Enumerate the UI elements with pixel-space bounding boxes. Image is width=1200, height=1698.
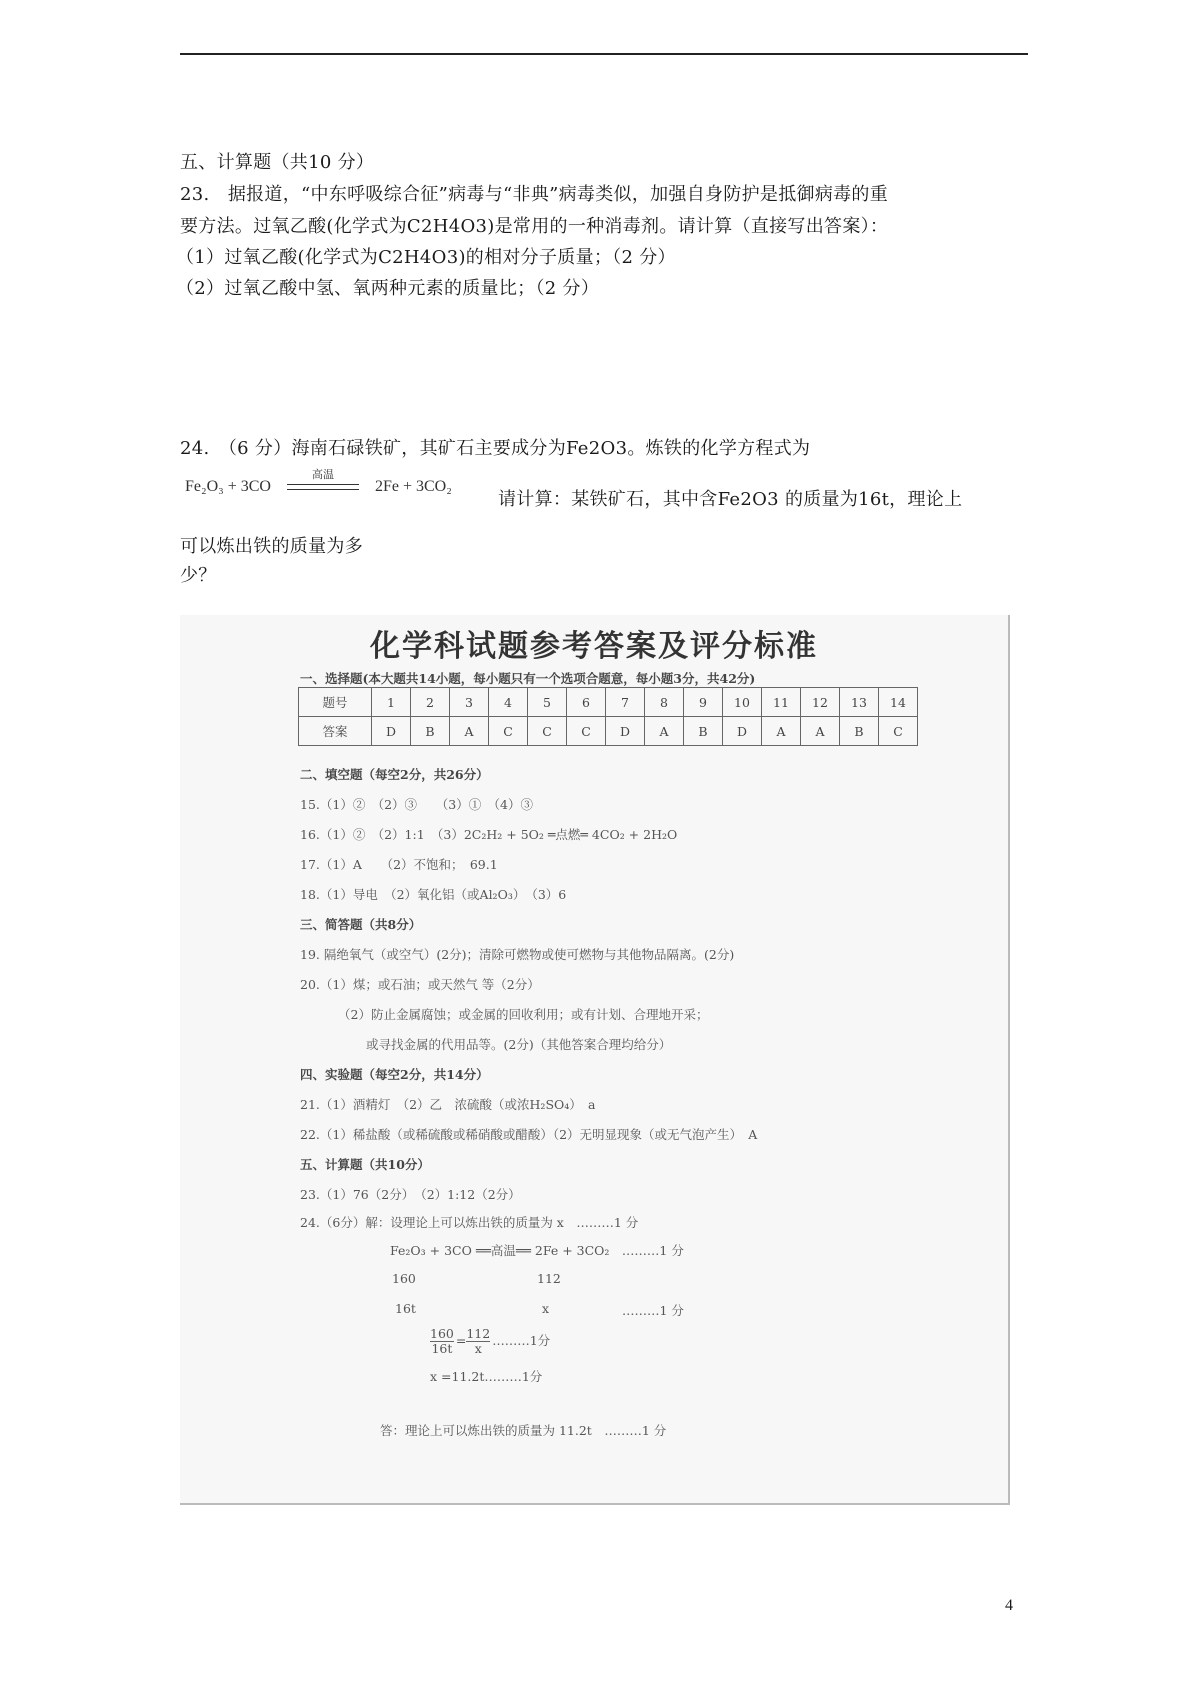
table-cell-number: 13 xyxy=(840,688,879,717)
table-cell-number: 3 xyxy=(450,688,489,717)
page-number: 4 xyxy=(1005,1597,1013,1614)
ak-q17: 17.（1）A （2）不饱和； 69.1 xyxy=(300,857,498,872)
table-cell-answer: A xyxy=(762,717,801,746)
eq-condition: 高温 xyxy=(311,469,334,482)
ak-q24-eq: Fe₂O₃ + 3CO ══高温══ 2Fe + 3CO₂ ………1 分 xyxy=(390,1243,684,1258)
table-cell-number: 1 xyxy=(372,688,411,717)
answer-key-title: 化学科试题参考答案及评分标准 xyxy=(370,629,818,664)
fraction-pts: ………1分 xyxy=(492,1333,551,1348)
table-cell-number: 8 xyxy=(645,688,684,717)
q23-part1: （1）过氧乙酸(化学式为C2H4O3)的相对分子质量；（2 分） xyxy=(176,247,676,268)
ak-q24a: 24.（6分）解：设理论上可以炼出铁的质量为 x ………1 分 xyxy=(300,1215,639,1230)
ak-q24-160: 160 xyxy=(392,1271,416,1286)
table-cell-number: 14 xyxy=(879,688,918,717)
table-cell-answer: A xyxy=(645,717,684,746)
answer-key-scan xyxy=(180,615,1010,1505)
table-cell-answer: C xyxy=(489,717,528,746)
table-cell-number: 6 xyxy=(567,688,606,717)
fraction-right xyxy=(466,1327,490,1356)
table-cell-number: 2 xyxy=(411,688,450,717)
ak-s1: 一、选择题(本大题共14小题，每小题只有一个选项合题意，每小题3分，共42分) xyxy=(300,671,756,686)
ak-s4: 四、实验题（每空2分，共14分） xyxy=(300,1067,489,1082)
q24-line3: 可以炼出铁的质量为多 xyxy=(180,536,363,557)
fraction-left xyxy=(430,1327,454,1356)
table-cell-number: 7 xyxy=(606,688,645,717)
eq-right: 2Fe + 3CO₂ xyxy=(374,478,452,495)
table-cell-answer: B xyxy=(840,717,879,746)
table-cell-answer: B xyxy=(684,717,723,746)
fraction-left-den: 16t xyxy=(431,1341,453,1356)
table-cell-number: 12 xyxy=(801,688,840,717)
table-cell-answer: A xyxy=(801,717,840,746)
q24-line2: 请计算：某铁矿石，其中含Fe2O3 的质量为16t，理论上 xyxy=(498,489,963,510)
fraction-left-num: 160 xyxy=(430,1326,454,1341)
eq-left: Fe₂O₃ + 3CO xyxy=(185,478,271,495)
table-cell-answer: C xyxy=(567,717,606,746)
ak-q24-fraction: $\frac{160}{16t}$ = $\frac{112}{x}$ ………1分 xyxy=(430,1326,551,1356)
ak-q19: 19. 隔绝氧气（或空气）(2分)；清除可燃物或使可燃物与其他物品隔离。(2分) xyxy=(300,947,735,962)
table-cell-answer: A xyxy=(450,717,489,746)
ak-q24-112: 112 xyxy=(537,1271,561,1286)
ak-q24-16t: 16t xyxy=(395,1301,416,1316)
q23-line2: 要方法。过氧乙酸(化学式为C2H4O3)是常用的一种消毒剂。请计算（直接写出答案）： xyxy=(180,216,889,237)
table-cell-answer: C xyxy=(879,717,918,746)
table-cell-number: 4 xyxy=(489,688,528,717)
table-cell-number: 11 xyxy=(762,688,801,717)
fraction-right-den: x xyxy=(474,1341,482,1356)
eq-arrow xyxy=(287,469,359,490)
iron-equation xyxy=(185,469,452,496)
ak-s2: 二、填空题（每空2分，共26分） xyxy=(300,767,489,782)
ak-q15: 15.（1）② （2）③ （3）① （4）③ xyxy=(300,797,533,812)
table-cell-answer: B xyxy=(411,717,450,746)
ak-s5: 五、计算题（共10分） xyxy=(300,1157,430,1172)
table-cell-answer: D xyxy=(372,717,411,746)
ak-q24-pts: ………1 分 xyxy=(622,1303,684,1318)
table-cell-answer: D xyxy=(723,717,762,746)
header-rule xyxy=(180,53,1028,55)
table-cell-number: 9 xyxy=(684,688,723,717)
section-title: 五、计算题（共10 分） xyxy=(180,152,375,173)
ak-q20a: 20.（1）煤；或石油；或天然气 等（2分） xyxy=(300,977,540,992)
ak-q20b: （2）防止金属腐蚀；或金属的回收利用；或有计划、合理地开采； xyxy=(338,1007,709,1022)
table-header-number: 题号 xyxy=(299,688,372,717)
ak-q22: 22.（1）稀盐酸（或稀硫酸或稀硝酸或醋酸）（2）无明显现象（或无气泡产生） A xyxy=(300,1127,758,1142)
ak-q18: 18.（1）导电 （2）氧化铝（或Al₂O₃） （3）6 xyxy=(300,887,567,902)
ak-q24-result: x =11.2t………1分 xyxy=(430,1369,543,1384)
ak-s3: 三、简答题（共8分） xyxy=(300,917,422,932)
fraction-right-num: 112 xyxy=(466,1326,491,1341)
ak-q20c: 或寻找金属的代用品等。(2分)（其他答案合理均给分） xyxy=(366,1037,672,1052)
ak-q24-x: x xyxy=(542,1301,550,1316)
q23-line1: 23. 据报道，“中东呼吸综合征”病毒与“非典”病毒类似，加强自身防护是抵御病毒的重 xyxy=(180,184,889,205)
ak-q16: 16.（1）② （2）1:1 （3）2C₂H₂ + 5O₂ ═点燃═ 4CO₂ + 2H₂O xyxy=(300,827,678,842)
ak-q24-final: 答：理论上可以炼出铁的质量为 11.2t ………1 分 xyxy=(380,1423,667,1438)
ak-q21: 21.（1）酒精灯 （2）乙 浓硫酸（或浓H₂SO₄） a xyxy=(300,1097,596,1112)
table-cell-number: 10 xyxy=(723,688,762,717)
table-cell-answer: C xyxy=(528,717,567,746)
table-header-answer: 答案 xyxy=(299,717,372,746)
q24-line1: 24. （6 分）海南石碌铁矿，其矿石主要成分为Fe2O3。炼铁的化学方程式为 xyxy=(180,438,811,459)
ak-q23: 23.（1）76（2分） （2）1:12（2分） xyxy=(300,1187,521,1202)
q23-part2: （2）过氧乙酸中氢、氧两种元素的质量比；（2 分） xyxy=(176,278,600,299)
table-cell-number: 5 xyxy=(528,688,567,717)
answer-table xyxy=(298,687,918,746)
table-cell-answer: D xyxy=(606,717,645,746)
q24-line4: 少？ xyxy=(180,565,217,586)
